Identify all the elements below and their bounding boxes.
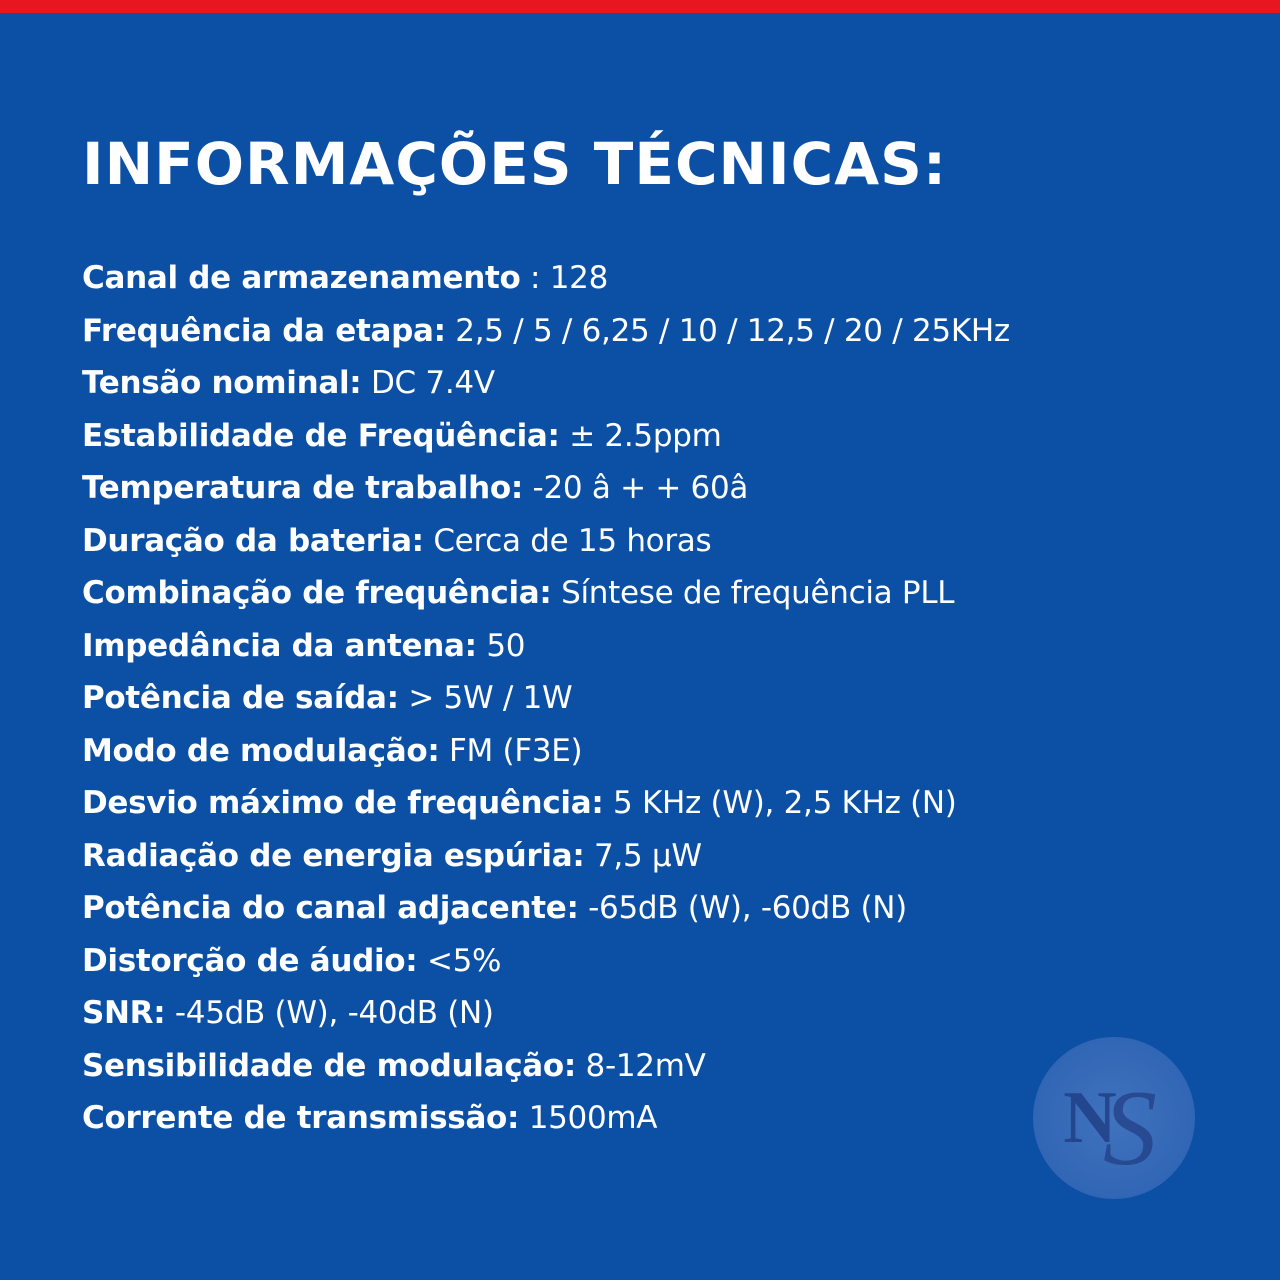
spec-label: Desvio máximo de frequência:: [82, 785, 604, 821]
svg-text:N: N: [1063, 1077, 1117, 1159]
spec-label: Radiação de energia espúria:: [82, 837, 585, 874]
spec-label: Modo de modulação:: [82, 732, 440, 769]
spec-label: Duração da bateria:: [82, 522, 424, 559]
spec-label: Temperatura de trabalho:: [82, 470, 523, 506]
spec-label: Combinação de frequência:: [82, 575, 552, 611]
ns-monogram-logo: [1032, 1036, 1196, 1200]
spec-row: [82, 882, 1262, 935]
spec-label: Frequência da etapa:: [82, 312, 446, 349]
spec-row: [82, 725, 1262, 778]
top-accent-stripe: [0, 0, 1280, 13]
spec-value: : 128: [520, 260, 609, 296]
page-title: INFORMAÇÕES TÉCNICAS:: [82, 130, 948, 198]
spec-row: [82, 777, 1262, 830]
spec-value: -20 â + + 60â: [523, 470, 749, 506]
spec-row: [82, 462, 1262, 515]
spec-row: [82, 987, 1262, 1040]
spec-label: Estabilidade de Freqüência:: [82, 417, 560, 454]
spec-row: [82, 515, 1262, 568]
spec-value: 1500mA: [519, 1100, 658, 1136]
spec-row: [82, 620, 1262, 673]
spec-label: Distorção de áudio:: [82, 942, 418, 979]
spec-value: > 5W / 1W: [398, 680, 573, 716]
spec-value: 7,5 μW: [584, 837, 702, 874]
spec-row: [82, 252, 1262, 305]
spec-label: Corrente de transmissão:: [82, 1100, 520, 1136]
spec-row: [82, 357, 1262, 410]
spec-label: Impedância da antena:: [82, 627, 477, 664]
spec-row: [82, 567, 1262, 620]
spec-row: [82, 410, 1262, 463]
spec-list: [82, 252, 1262, 1145]
spec-row: [82, 830, 1262, 883]
spec-label: Potência de saída:: [82, 680, 399, 716]
spec-value: Síntese de frequência PLL: [551, 575, 955, 611]
spec-value: 2,5 / 5 / 6,25 / 10 / 12,5 / 20 / 25KHz: [445, 312, 1010, 349]
spec-label: Sensibilidade de modulação:: [82, 1047, 576, 1084]
spec-value: 5 KHz (W), 2,5 KHz (N): [603, 785, 957, 821]
spec-row: [82, 305, 1262, 358]
svg-text:S: S: [1103, 1069, 1157, 1188]
spec-value: DC 7.4V: [361, 365, 495, 401]
spec-value: Cerca de 15 horas: [423, 522, 712, 559]
spec-value: FM (F3E): [439, 732, 583, 769]
spec-value: -45dB (W), -40dB (N): [165, 995, 494, 1031]
spec-value: <5%: [417, 942, 502, 979]
spec-label: Potência do canal adjacente:: [82, 890, 579, 926]
spec-row: [82, 672, 1262, 725]
spec-value: ± 2.5ppm: [559, 417, 722, 454]
spec-label: Canal de armazenamento: [82, 260, 521, 296]
spec-value: 50: [476, 627, 526, 664]
spec-label: SNR:: [82, 995, 166, 1031]
spec-row: [82, 935, 1262, 988]
spec-label: Tensão nominal:: [82, 365, 362, 401]
spec-value: 8-12mV: [576, 1047, 706, 1084]
spec-value: -65dB (W), -60dB (N): [578, 890, 907, 926]
